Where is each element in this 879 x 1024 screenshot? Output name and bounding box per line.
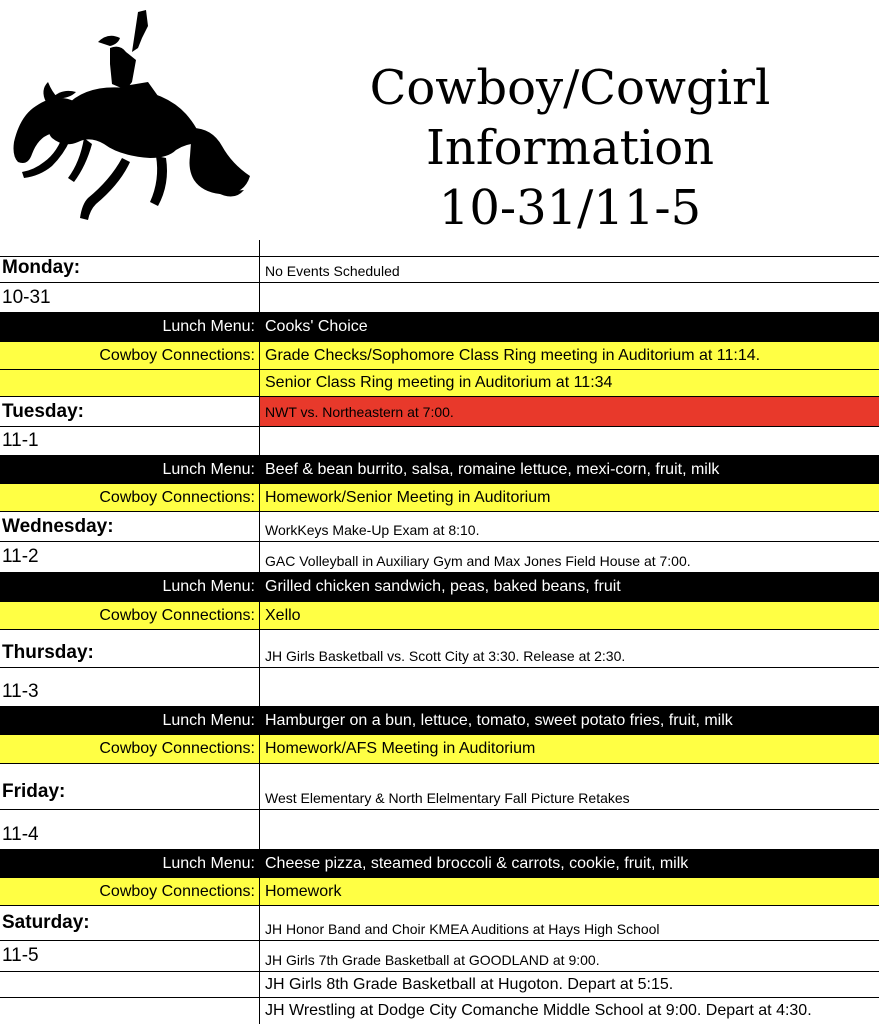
lunch-label: Lunch Menu:: [162, 460, 255, 478]
table-row: [0, 630, 879, 668]
event-cell: West Elementary & North Elelmentary Fall Picture Retakes: [259, 764, 879, 809]
event-cell: JH Girls 8th Grade Basketball at Hugoton. Depart at 5:15.: [259, 972, 879, 997]
page-title: [290, 58, 850, 238]
day-name: Thursday:: [2, 642, 94, 663]
event-cell: JH Wrestling at Dodge City Comanche Middle School at 9:00. Depart at 4:30.: [259, 998, 879, 1024]
table-row: [0, 810, 879, 850]
event-cell: [259, 810, 879, 849]
lunch-label: Lunch Menu:: [162, 318, 255, 335]
event-cell: JH Honor Band and Choir KMEA Auditions at Hays High School: [259, 906, 879, 940]
day-name: Monday:: [2, 257, 81, 278]
connections-label: Cowboy Connections:: [99, 740, 255, 757]
lunch-label: Lunch Menu:: [162, 854, 255, 872]
lunch-row: [0, 456, 879, 484]
day-date: 11-2: [2, 546, 39, 567]
header: [0, 0, 879, 240]
connections-row: [0, 735, 879, 764]
lunch-label: Lunch Menu:: [162, 578, 255, 595]
title-line-3: 10-31/11-5: [438, 180, 702, 236]
connections-label: Cowboy Connections:: [99, 488, 255, 506]
day-date: 10-31: [2, 286, 51, 308]
table-row: [0, 668, 879, 707]
table-row: [0, 998, 879, 1024]
connections-row: [0, 370, 879, 397]
event-cell: [259, 427, 879, 455]
day-name: Wednesday:: [2, 515, 114, 537]
connections-label: Cowboy Connections:: [99, 882, 255, 900]
connections-row: [0, 342, 879, 370]
lunch-menu: Grilled chicken sandwich, peas, baked beans, fruit: [259, 573, 879, 601]
day-date: 11-5: [2, 945, 39, 966]
day-name: Tuesday:: [2, 400, 85, 422]
event-cell: NWT vs. Northeastern at 7:00.: [259, 397, 879, 426]
event-cell: JH Girls 7th Grade Basketball at GOODLAND at 9:00.: [259, 941, 879, 971]
connections-item: Homework: [259, 878, 879, 905]
day-name: Saturday:: [2, 912, 90, 933]
schedule-table: [0, 240, 879, 1024]
day-date: 11-3: [2, 681, 39, 702]
connections-item: Homework/Senior Meeting in Auditorium: [259, 484, 879, 511]
connections-item: Homework/AFS Meeting in Auditorium: [259, 735, 879, 763]
day-date: 11-4: [2, 824, 39, 845]
day-name: Friday:: [2, 781, 66, 802]
connections-item: Xello: [259, 602, 879, 629]
title-line-2: Information: [425, 120, 715, 176]
bucking-horse-logo-icon: [6, 6, 252, 226]
title-line-1: Cowboy/Cowgirl: [369, 60, 771, 116]
connections-item: Grade Checks/Sophomore Class Ring meeting in Auditorium at 11:14.: [259, 342, 879, 369]
lunch-menu: Beef & bean burrito, salsa, romaine lettuce, mexi-corn, fruit, milk: [259, 456, 879, 483]
connections-label: Cowboy Connections:: [99, 606, 255, 624]
table-row: [0, 257, 879, 283]
table-row: [0, 941, 879, 972]
lunch-row: [0, 707, 879, 735]
event-cell: No Events Scheduled: [259, 257, 879, 282]
event-cell: [259, 283, 879, 312]
lunch-row: [0, 573, 879, 602]
connections-row: [0, 484, 879, 512]
lunch-label: Lunch Menu:: [162, 711, 255, 729]
table-row: [0, 512, 879, 542]
table-row: [0, 397, 879, 427]
event-cell: GAC Volleyball in Auxiliary Gym and Max Jones Field House at 7:00.: [259, 542, 879, 572]
table-row: [0, 283, 879, 313]
lunch-menu: Cooks' Choice: [259, 313, 879, 341]
connections-row: [0, 878, 879, 906]
lunch-menu: Hamburger on a bun, lettuce, tomato, sweet potato fries, fruit, milk: [259, 707, 879, 734]
event-cell: [259, 668, 879, 706]
event-cell: WorkKeys Make-Up Exam at 8:10.: [259, 512, 879, 541]
lunch-row: [0, 850, 879, 878]
event-cell: JH Girls Basketball vs. Scott City at 3:30. Release at 2:30.: [259, 630, 879, 667]
table-row: [0, 906, 879, 941]
table-row: [0, 972, 879, 998]
lunch-menu: Cheese pizza, steamed broccoli & carrots, cookie, fruit, milk: [259, 850, 879, 877]
table-row: [0, 542, 879, 573]
connections-item: Senior Class Ring meeting in Auditorium at 11:34: [259, 370, 879, 396]
connections-row: [0, 602, 879, 630]
day-date: 11-1: [2, 430, 39, 451]
table-row: [0, 764, 879, 810]
table-row: [0, 427, 879, 456]
lunch-row: [0, 313, 879, 342]
connections-label: Cowboy Connections:: [99, 346, 255, 364]
